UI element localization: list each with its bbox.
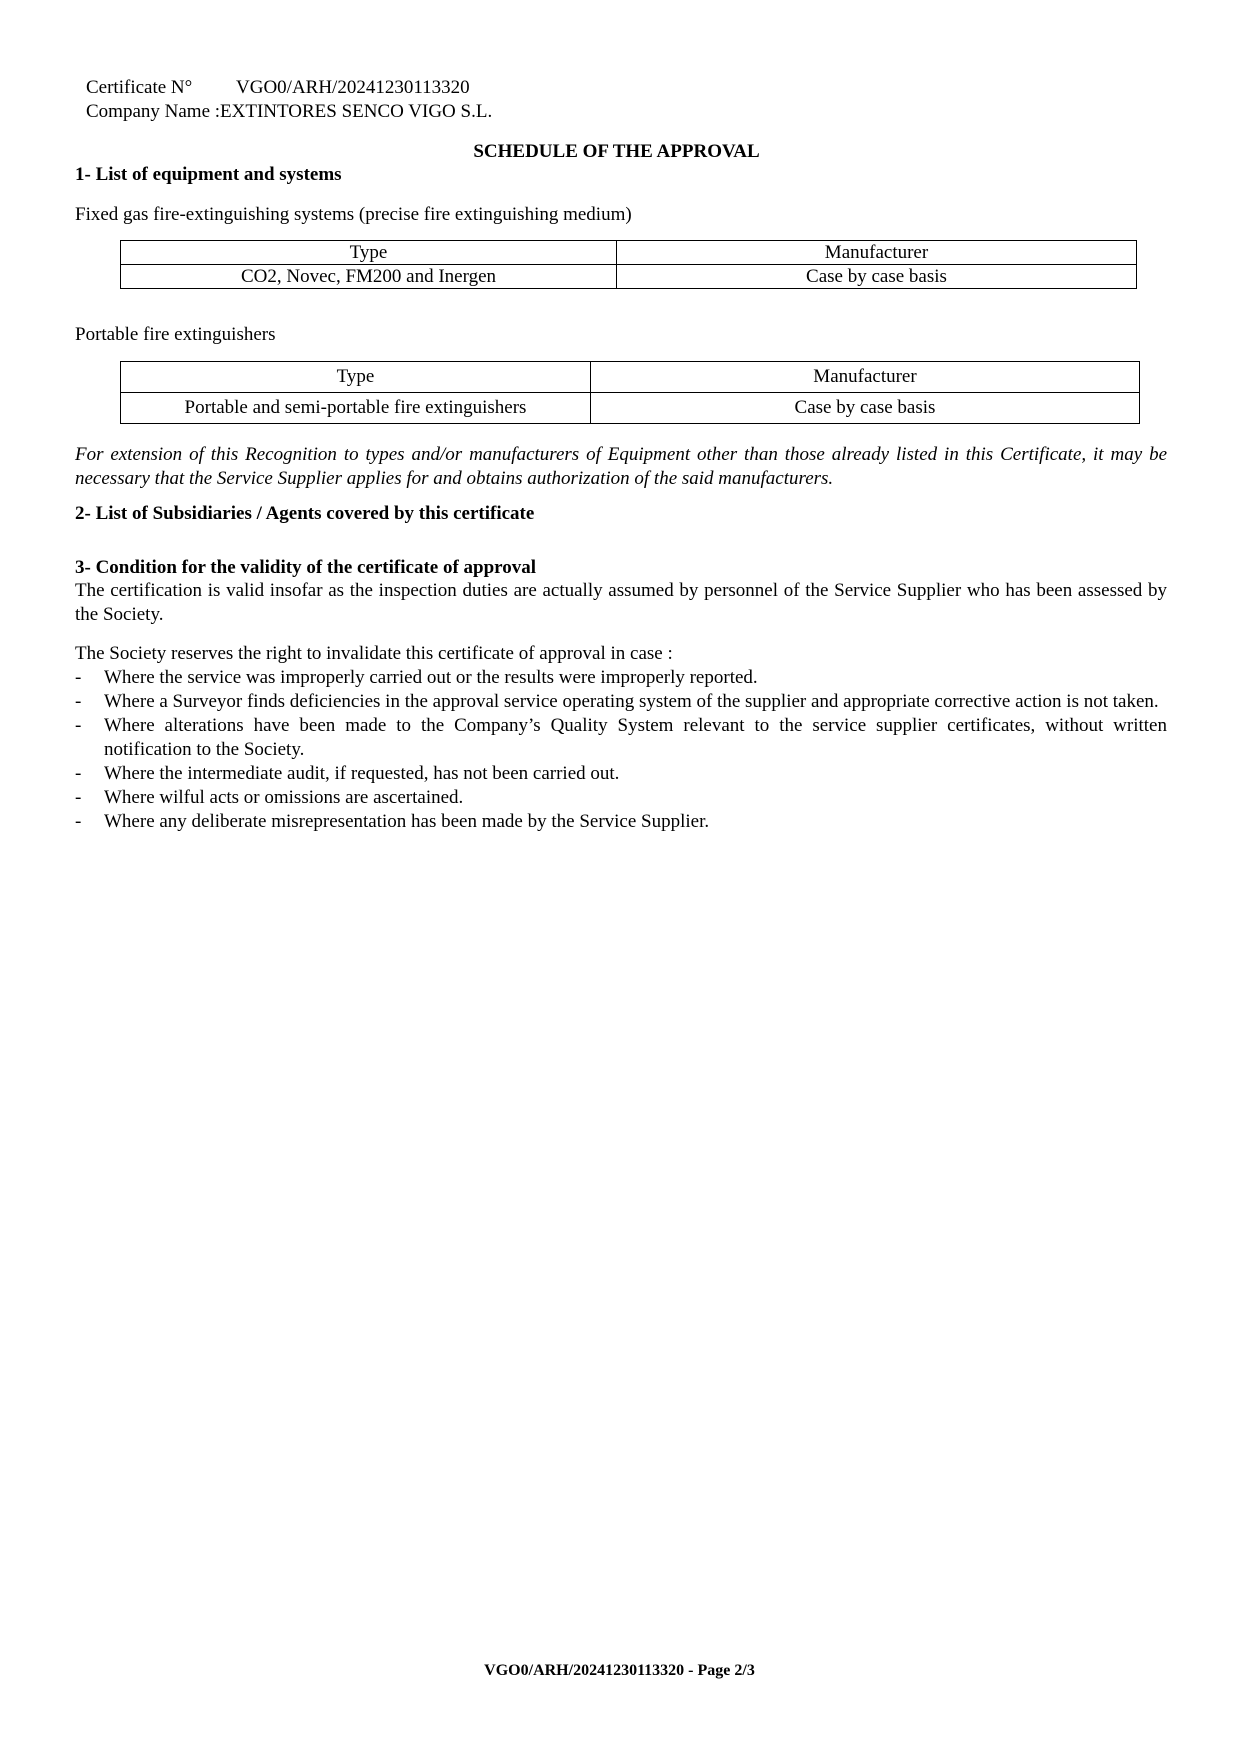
cell-type: CO2, Novec, FM200 and Inergen — [121, 265, 617, 289]
schedule-title-text: SCHEDULE OF THE APPROVAL — [473, 141, 760, 162]
bullet-dash: - — [75, 763, 82, 784]
portable-table — [120, 361, 1140, 424]
list-item — [75, 786, 1167, 810]
page-footer: VGO0/ARH/20241230113320 - Page 2/3 — [484, 1662, 755, 1679]
company-label: Company Name : — [86, 101, 221, 122]
bullet-dash: - — [75, 715, 82, 736]
certificate-number: VGO0/ARH/20241230113320 — [236, 77, 470, 98]
bullet-dash: - — [75, 811, 82, 832]
cell-manufacturer: Case by case basis — [591, 393, 1140, 424]
portable-caption: Portable fire extinguishers — [75, 324, 276, 345]
list-item — [75, 690, 1167, 714]
bullet-dash: - — [75, 691, 82, 712]
cell-type: Portable and semi-portable fire extinguishers — [121, 393, 591, 424]
condition-text: Where the intermediate audit, if requested, has not been carried out. — [104, 763, 620, 784]
bullet-dash: - — [75, 787, 82, 808]
condition-text: Where any deliberate misrepresentation has been made by the Service Supplier. — [104, 811, 710, 832]
extension-note: For extension of this Recognition to types and/or manufacturers of Equipment other than those already listed in this Certificate, it may be necessary that the Service Supplier applies for and obtains authorization of the said manufacturers. — [75, 444, 1167, 489]
column-header-type: Type — [121, 241, 617, 265]
certificate-number-line — [86, 76, 492, 100]
table-header-row — [121, 362, 1140, 393]
condition-text: Where the service was improperly carried out or the results were improperly reported. — [104, 667, 758, 688]
certificate-header — [86, 76, 492, 124]
company-name: EXTINTORES SENCO VIGO S.L. — [220, 101, 493, 122]
list-item — [75, 762, 1167, 786]
fixed-gas-caption: Fixed gas fire-extinguishing systems (precise fire extinguishing medium) — [75, 204, 632, 225]
invalidation-intro: The Society reserves the right to invalidate this certificate of approval in case : — [75, 643, 673, 664]
section3-heading: 3- Condition for the validity of the certificate of approval — [75, 557, 537, 578]
section2-heading: 2- List of Subsidiaries / Agents covered by this certificate — [75, 503, 535, 524]
section1-heading: 1- List of equipment and systems — [75, 164, 342, 185]
conditions-list — [75, 666, 1167, 834]
condition-text: Where a Surveyor finds deficiencies in the approval service operating system of the supplier and appropriate corrective action is not taken. — [104, 691, 1159, 712]
column-header-manufacturer: Manufacturer — [617, 241, 1137, 265]
list-item — [75, 714, 1167, 762]
column-header-type: Type — [121, 362, 591, 393]
column-header-manufacturer: Manufacturer — [591, 362, 1140, 393]
table-row — [121, 393, 1140, 424]
list-item — [75, 810, 1167, 834]
cell-manufacturer: Case by case basis — [617, 265, 1137, 289]
certificate-label: Certificate N° — [86, 77, 193, 98]
validity-paragraph: The certification is valid insofar as the inspection duties are actually assumed by personnel of the Service Supplier who has been assessed by the Society. — [75, 580, 1167, 625]
fixed-gas-table — [120, 240, 1137, 289]
company-name-line — [86, 100, 492, 124]
schedule-title — [0, 140, 1239, 164]
table-row — [121, 265, 1137, 289]
condition-text: Where wilful acts or omissions are ascertained. — [104, 787, 464, 808]
table-header-row — [121, 241, 1137, 265]
list-item — [75, 666, 1167, 690]
bullet-dash: - — [75, 667, 82, 688]
condition-text: Where alterations have been made to the Company’s Quality System relevant to the service supplier certificates, without written notification to the Society. — [104, 715, 1167, 760]
